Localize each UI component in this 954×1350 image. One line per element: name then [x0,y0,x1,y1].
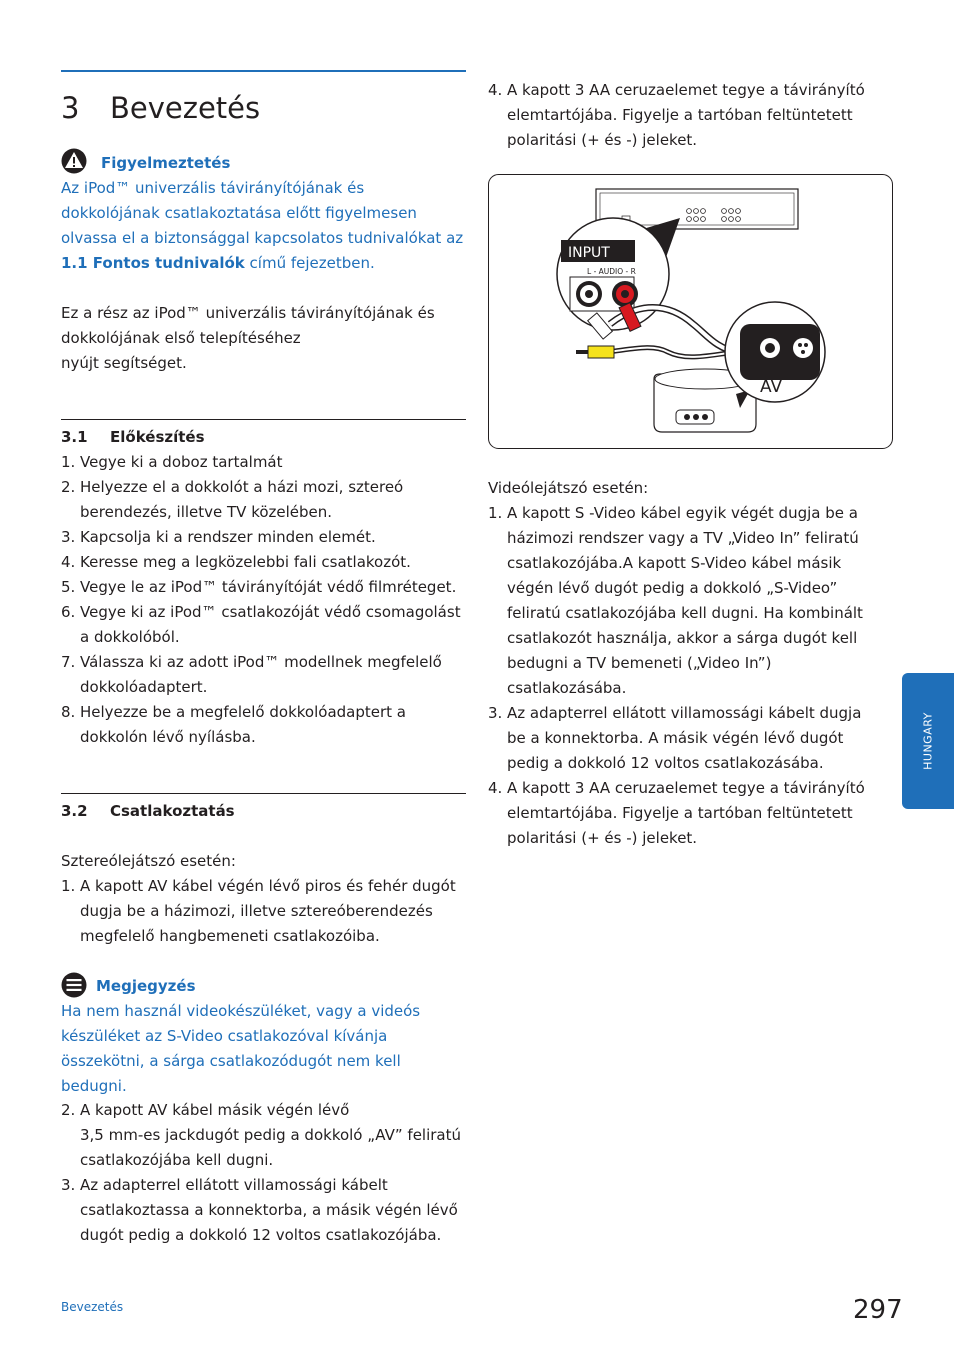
video-heading: Videólejátszó esetén: [488,479,649,497]
item-number: 4. [61,553,76,571]
warning-link[interactable]: 1.1 Fontos tudnivalók [61,254,245,272]
item-text: Vegye le az iPod™ távirányítóját védő filmréteget. [80,578,457,596]
intro-line: nyújt segítséget. [61,354,187,372]
note-title: Megjegyzés [96,977,196,995]
item-number: 8. [61,703,76,721]
item-text: A kapott S -Video kábel egyik végét dugja be a házimozi rendszer vagy a TV „Video In” feliratú csatlakozójába.A kapott S-Video kábel másik végén lévő dugót pedig a dokkoló „S-Video” feliratú csatlakozójába kell dugni. Ha kombinált csatlakozót használja, akkor a sárga dugót kell bedugni a TV bemeneti („Video In”) csatlakozásába. [507,504,863,697]
item-text: Keresse meg a legközelebbi fali csatlakozót. [80,553,411,571]
list-item [61,550,466,575]
list-item [61,1173,466,1248]
item-number: 2. [61,478,76,496]
input-label: INPUT [568,245,610,261]
stereo-list [61,874,466,949]
item-number: 1. [61,877,76,895]
list-item [61,575,466,600]
item-text: Kapcsolja ki a rendszer minden elemét. [80,528,376,546]
warning-icon [61,148,91,174]
list-item [61,475,466,525]
section-rule [61,793,466,794]
item-number: 3. [61,528,76,546]
section-number: 3.2 [61,802,88,820]
list-item [488,776,880,851]
list-item [488,78,872,153]
section-title: Előkészítés [110,428,205,446]
language-tab [902,673,954,809]
battery-step [488,78,872,153]
item-text: Helyezze be a megfelelő dokkolóadaptert a dokkolón lévő nyílásba. [80,703,406,746]
av-label: AV [760,377,783,397]
chapter-heading [61,86,260,130]
item-text: Válassza ki az adott iPod™ modellnek megfelelő dokkolóadaptert. [80,653,442,696]
section-rule [61,419,466,420]
warning-text [61,176,466,276]
list-item [61,600,466,650]
intro-line: dokkolójának első telepítéséhez [61,329,301,347]
warning-text-end: című fejezetben. [244,254,375,272]
section-title: Csatlakoztatás [110,802,235,820]
item-text: A kapott 3 AA ceruzaelemet tegye a távirányító elemtartójába. Figyelje a tartóban feltüntetett polaritási (+ és -) jeleket. [507,81,865,149]
section-3-1-heading [61,425,205,450]
item-text: A kapott 3 AA ceruzaelemet tegye a távirányító elemtartójába. Figyelje a tartóban feltüntetett polaritási (+ és -) jeleket. [507,779,865,847]
list-item [488,501,880,701]
item-number: 3. [488,704,503,722]
item-text: Az adapterrel ellátott villamossági kábelt dugja be a konnektorba. A másik végén lévő dugót pedig a dokkoló 12 voltos csatlakozásába. [507,704,862,772]
item-number: 6. [61,603,76,621]
item-line: dugót pedig a dokkoló 12 voltos csatlakozójába. [80,1226,442,1244]
item-line: csatlakozójába kell dugni. [80,1151,274,1169]
note-text: Ha nem használ videokészüléket, vagy a videós készüléket az S-Video csatlakozóval kívánja összekötni, a sárga csatlakozódugót nem kell bedugni. [61,1002,421,1095]
page-number: 297 [853,1295,903,1325]
intro-line: Ez a rész az iPod™ univerzális távirányítójának és [61,304,435,322]
stereo-list-continued [61,1098,466,1248]
list-item [61,1098,466,1173]
connection-diagram [488,174,893,449]
list-item [61,700,466,750]
item-line: Az adapterrel ellátott villamossági kábelt [80,1176,388,1194]
chapter-number: 3 [61,91,80,125]
item-number: 2. [61,1101,76,1119]
list-item [61,874,466,949]
preparation-list [61,450,466,750]
audio-label: L - AUDIO - R [587,267,636,276]
list-item [61,450,466,475]
list-item [61,525,466,550]
footer-section: Bevezetés [61,1300,124,1314]
item-number: 1. [61,453,76,471]
chapter-title: Bevezetés [110,91,261,125]
item-text: Helyezze el a dokkolót a házi mozi, sztereó berendezés, illetve TV közelében. [80,478,404,521]
item-text: Vegye ki a doboz tartalmát [80,453,283,471]
item-number: 7. [61,653,76,671]
item-text: Vegye ki az iPod™ csatlakozóját védő csomagolást a dokkolóból. [80,603,461,646]
item-line: csatlakoztassa a konnektorba, a másik végén lévő [80,1201,458,1219]
intro-paragraph [61,301,466,376]
item-number: 1. [488,504,503,522]
list-item [488,701,880,776]
chapter-top-rule [61,70,466,72]
list-item [61,650,466,700]
stereo-heading: Sztereólejátszó esetén: [61,852,236,870]
warning-title: Figyelmeztetés [101,154,231,172]
item-number: 4. [488,779,503,797]
item-number: 3. [61,1176,76,1194]
note-icon [61,972,89,1000]
warning-text-intro: Az iPod™ univerzális távirányítójának és dokkolójának csatlakoztatása előtt figyelmesen olvassa el a biztonsággal kapcsolatos tudnivalókat az [61,179,464,247]
item-line: 3,5 mm-es jackdugót pedig a dokkoló „AV” feliratú [80,1126,461,1144]
video-list [488,501,880,851]
language-tab-label: HUNGARY [921,712,935,770]
section-3-2-heading [61,799,235,824]
item-number: 4. [488,81,503,99]
item-line: A kapott AV kábel másik végén lévő [80,1101,350,1119]
section-number: 3.1 [61,428,88,446]
item-text: A kapott AV kábel végén lévő piros és fehér dugót dugja be a házimozi, illetve sztereóberendezés megfelelő hangbemeneti csatlakozóiba. [80,877,456,945]
item-number: 5. [61,578,76,596]
